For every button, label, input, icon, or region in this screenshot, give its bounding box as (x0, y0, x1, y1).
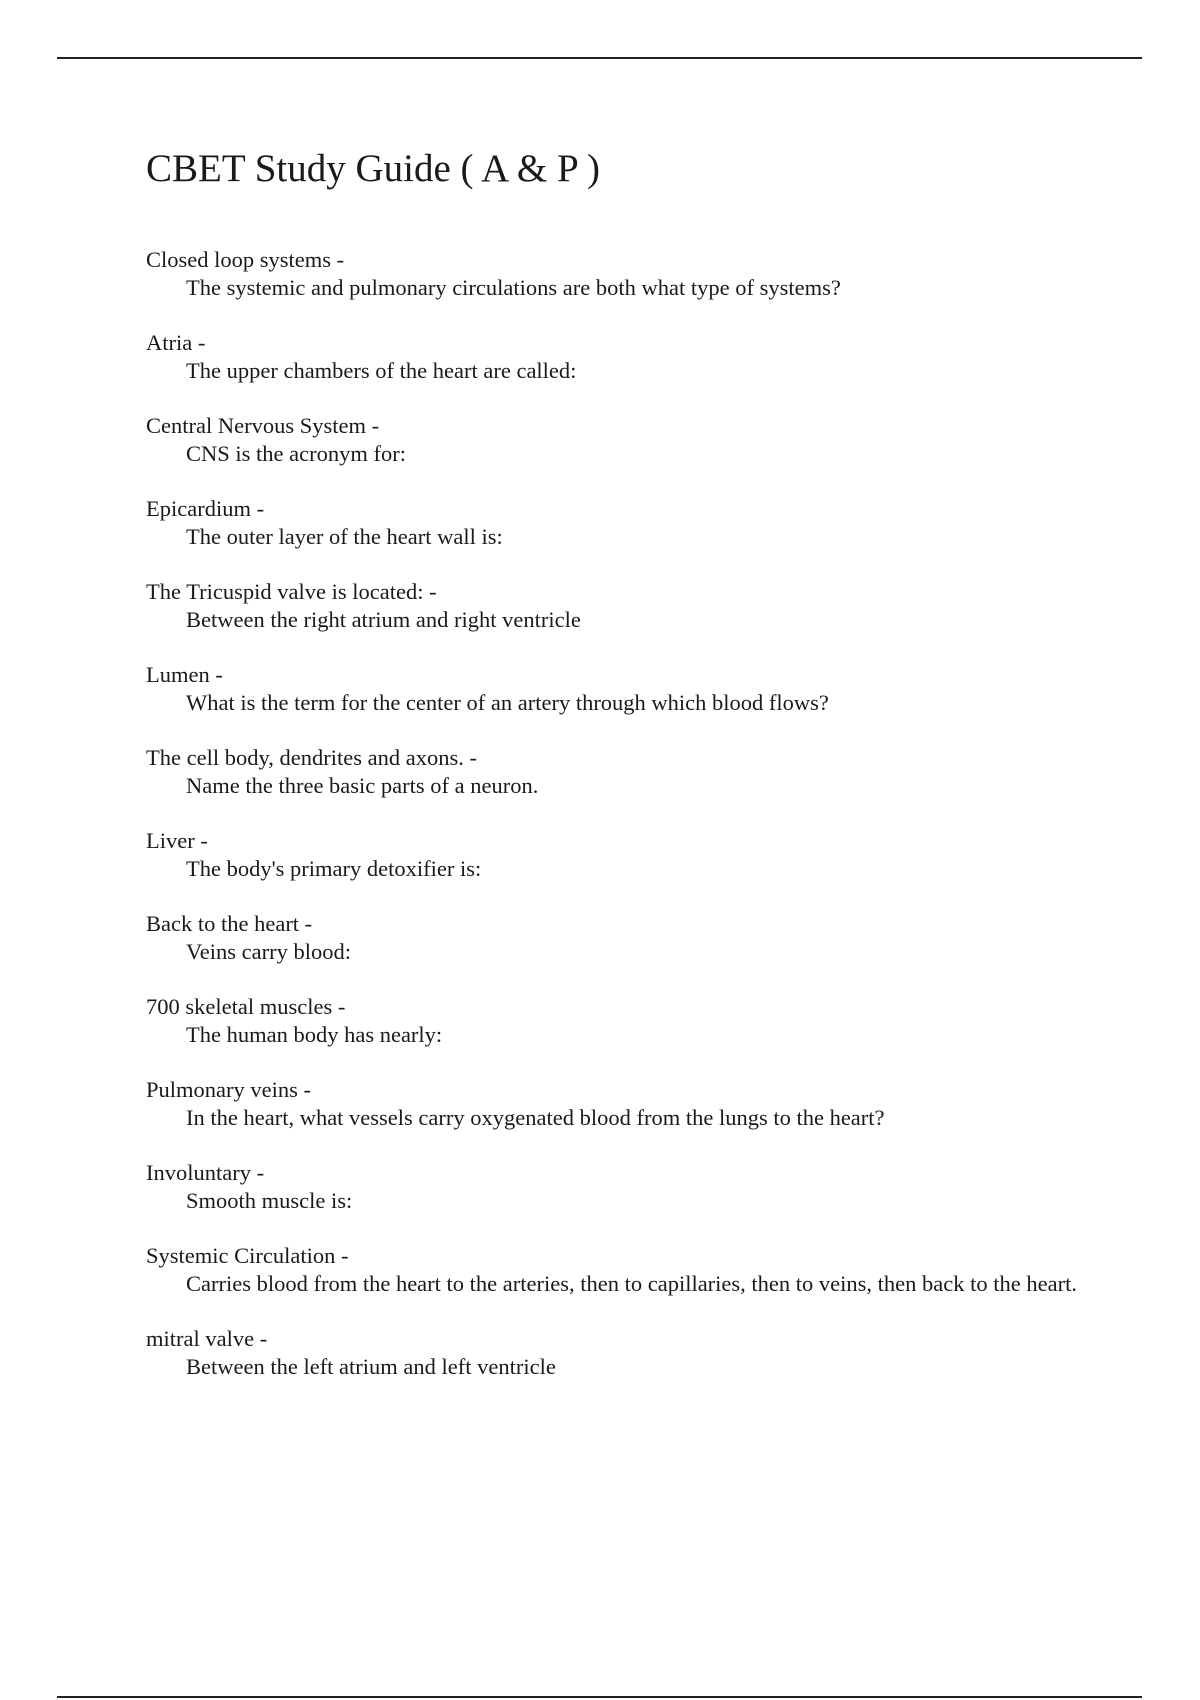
entry-definition: The human body has nearly: (186, 1022, 443, 1047)
list-item (146, 578, 1086, 634)
entry-term: Central Nervous System - (146, 413, 380, 438)
entry-term: Systemic Circulation - (146, 1243, 349, 1268)
list-item (146, 246, 1086, 302)
entry-definition: The body's primary detoxifier is: (186, 856, 482, 881)
entry-term: The cell body, dendrites and axons. - (146, 745, 477, 770)
bottom-rule (57, 1696, 1142, 1698)
entry-definition: In the heart, what vessels carry oxygenated blood from the lungs to the heart? (186, 1105, 885, 1130)
page-title: CBET Study Guide ( A & P ) (146, 147, 600, 190)
top-rule (57, 57, 1142, 59)
list-item (146, 329, 1086, 385)
list-item (146, 1159, 1086, 1215)
entry-term: Epicardium - (146, 496, 265, 521)
list-item (146, 1242, 1086, 1298)
entry-term: Pulmonary veins - (146, 1077, 311, 1102)
list-item (146, 495, 1086, 551)
entry-definition: The upper chambers of the heart are called: (186, 358, 577, 383)
list-item (146, 412, 1086, 468)
entry-term: Closed loop systems - (146, 247, 345, 272)
entry-definition: Name the three basic parts of a neuron. (186, 773, 539, 798)
entry-term: Liver - (146, 828, 208, 853)
entry-term: The Tricuspid valve is located: - (146, 579, 437, 604)
entry-term: Back to the heart - (146, 911, 313, 936)
entry-definition: Veins carry blood: (186, 939, 351, 964)
entry-definition: Carries blood from the heart to the arteries, then to capillaries, then to veins, then back to the heart. (186, 1271, 1077, 1296)
entry-definition: Smooth muscle is: (186, 1188, 353, 1213)
entry-term: Lumen - (146, 662, 223, 687)
entry-list (146, 246, 1086, 1408)
list-item (146, 993, 1086, 1049)
entry-term: mitral valve - (146, 1326, 268, 1351)
list-item (146, 1325, 1086, 1381)
entry-term: Involuntary - (146, 1160, 265, 1185)
entry-definition: Between the right atrium and right ventricle (186, 607, 581, 632)
entry-definition: CNS is the acronym for: (186, 441, 406, 466)
entry-definition: The systemic and pulmonary circulations are both what type of systems? (186, 275, 841, 300)
list-item (146, 910, 1086, 966)
entry-term: Atria - (146, 330, 206, 355)
list-item (146, 661, 1086, 717)
list-item (146, 744, 1086, 800)
entry-definition: Between the left atrium and left ventricle (186, 1354, 556, 1379)
entry-definition: What is the term for the center of an artery through which blood flows? (186, 690, 829, 715)
list-item (146, 1076, 1086, 1132)
entry-term: 700 skeletal muscles - (146, 994, 346, 1019)
list-item (146, 827, 1086, 883)
entry-definition: The outer layer of the heart wall is: (186, 524, 503, 549)
